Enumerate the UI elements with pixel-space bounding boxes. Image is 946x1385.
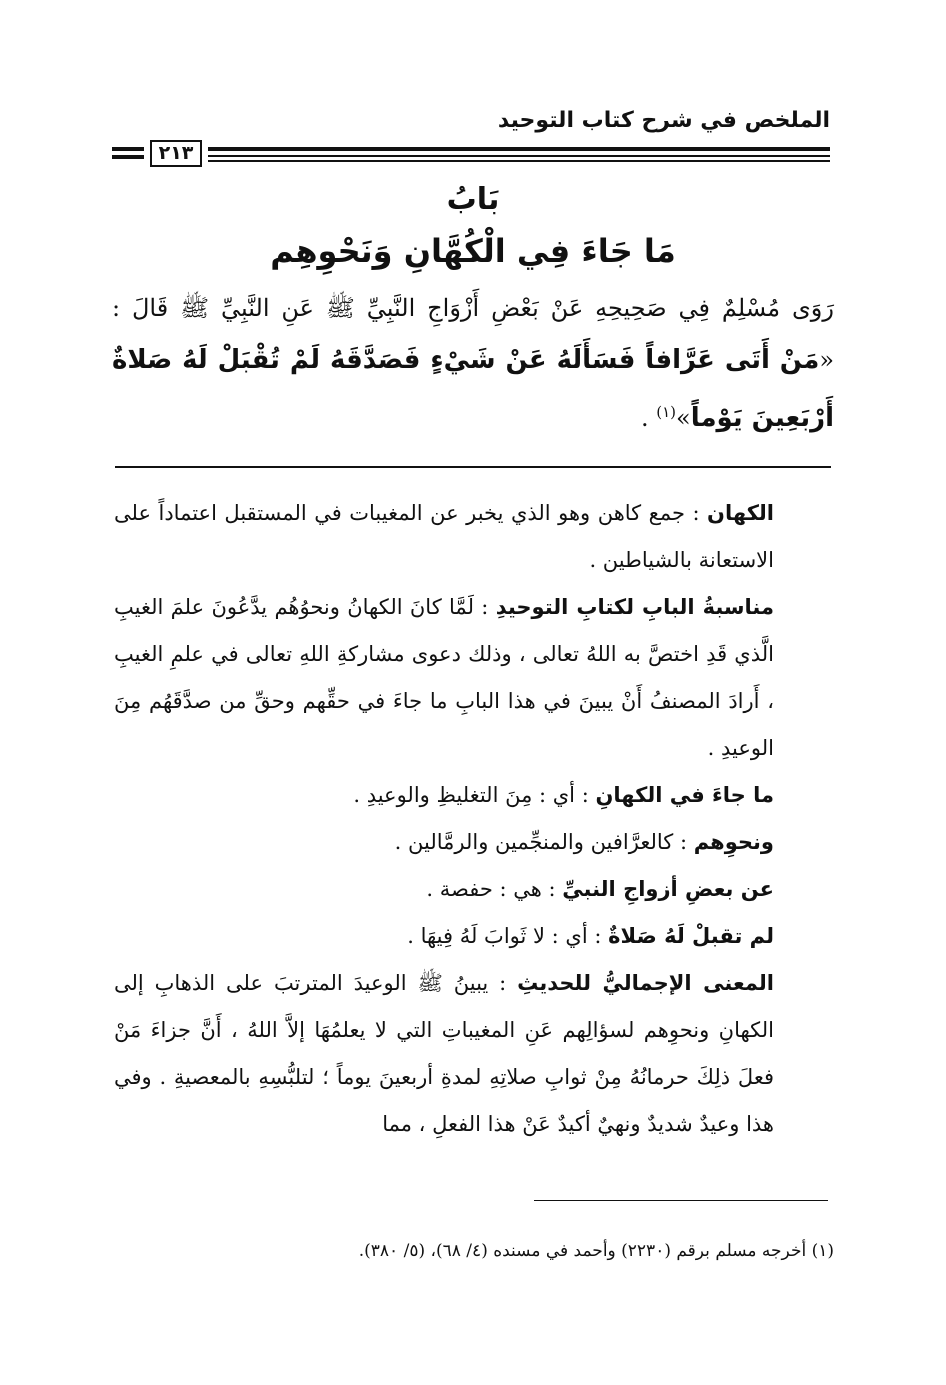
gloss-item — [114, 819, 834, 866]
hadith-end: . — [640, 404, 657, 432]
footnote-number: (١) — [811, 1241, 834, 1261]
definition: : هي : حفصة . — [426, 877, 563, 901]
gloss-item — [114, 913, 834, 960]
chapter-title: مَا جَاءَ فِي الْكُهَّانِ وَنَحْوِهِم — [270, 232, 676, 270]
rule-line — [208, 147, 830, 151]
footnote-text: أخرجه مسلم برقم (٢٢٣٠) وأحمد في مسنده (٤/ ٦٨)، (٥/ ٣٨٠). — [358, 1241, 807, 1261]
running-title: الملخص في شرح كتاب التوحيد — [497, 108, 830, 133]
rule-stub — [112, 155, 144, 159]
chapter-label: بَابُ — [446, 182, 500, 217]
gloss-item — [114, 772, 834, 819]
term: عن بعضِ أزواجِ النبيِّ — [562, 877, 774, 901]
header-rule — [112, 140, 830, 170]
definition: : جمع كاهن وهو الذي يخبر عن المغيبات في المستقبل اعتماداً على الاستعانة بالشياطين . — [114, 501, 774, 572]
paragraph-overall-meaning — [114, 960, 834, 1148]
term: ونحوِهم — [693, 830, 774, 854]
hadith-intro: رَوَى مُسْلِمٌ فِي صَحِيحِهِ عَنْ بَعْضِ أَزْوَاجِ النَّبِيِّ ﷺ عَنِ النَّبِيِّ ﷺ قَالَ : « — [112, 294, 834, 374]
hadith-text: مَنْ أَتَى عَرَّافاً فَسَأَلَهُ عَنْ شَيْءٍ فَصَدَّقَهُ لَمْ تُقْبَلْ لَهُ صَلاةٌ أَرْبَعِينَ يَوْماً — [112, 345, 834, 433]
paragraph-kuhhan — [114, 490, 834, 584]
page-number: ٢١٣ — [150, 140, 202, 167]
footnote-ref[interactable]: (١) — [656, 403, 676, 421]
definition: : أي : مِنَ التغليظِ والوعيدِ . — [353, 783, 596, 807]
rule-line — [208, 155, 830, 157]
term: لم تقبلْ لَهُ صَلاةٌ — [608, 924, 774, 948]
term: ما جاءَ في الكهانِ — [595, 783, 774, 807]
term: الكهان — [707, 501, 774, 525]
gloss-item — [114, 866, 834, 913]
definition: : لَمَّا كانَ الكهانُ ونحوُهُم يدَّعُونَ علمَ الغيبِ الَّذي قَدِ اختصَّ به اللهُ تعالى ، وذلك دعوى مشاركةِ اللهِ تعالى في علمِ الغيبِ ، أَرادَ المصنفُ أَنْ يبينَ في هذا البابِ ما جاءَ في حقِّهم وحقِّ من صدَّقَهُم مِنَ الوعيدِ . — [114, 595, 774, 760]
footnote — [114, 1236, 834, 1266]
rule-stub — [112, 147, 144, 151]
hadith-block — [112, 282, 834, 444]
definition: : يبينُ ﷺ الوعيدَ المترتبَ على الذهابِ إلى الكهانِ ونحوِهم لسؤالِهم عَنِ المغيباتِ التي لا يعلمُهَا إلاَّ اللهُ ، أَنَّ جزاءَ مَنْ فعلَ ذلِكَ حرمانُهُ مِنْ ثوابِ صلاتِهِ لمدةِ أربعينَ يوماً ؛ لتلبُّسِهِ بالمعصيةِ . وفي هذا وعيدٌ شديدٌ ونهيٌ أكيدٌ عَنْ هذا الفعلِ ، مما — [114, 971, 774, 1136]
term: مناسبةُ البابِ لكتابِ التوحيدِ — [495, 595, 775, 619]
hadith-close-quote: » — [676, 404, 691, 432]
rule-line — [208, 160, 830, 162]
definition: : أي : لا ثَوابَ لَهُ فِيهَا . — [407, 924, 609, 948]
paragraph-relevance — [114, 584, 834, 772]
term: المعنى الإجماليُّ للحديثِ — [517, 971, 774, 995]
commentary — [114, 490, 834, 1148]
definition: : كالعرَّافين والمنجِّمين والرمَّالين . — [394, 830, 694, 854]
footnote-divider — [534, 1200, 828, 1201]
section-divider — [115, 466, 831, 468]
